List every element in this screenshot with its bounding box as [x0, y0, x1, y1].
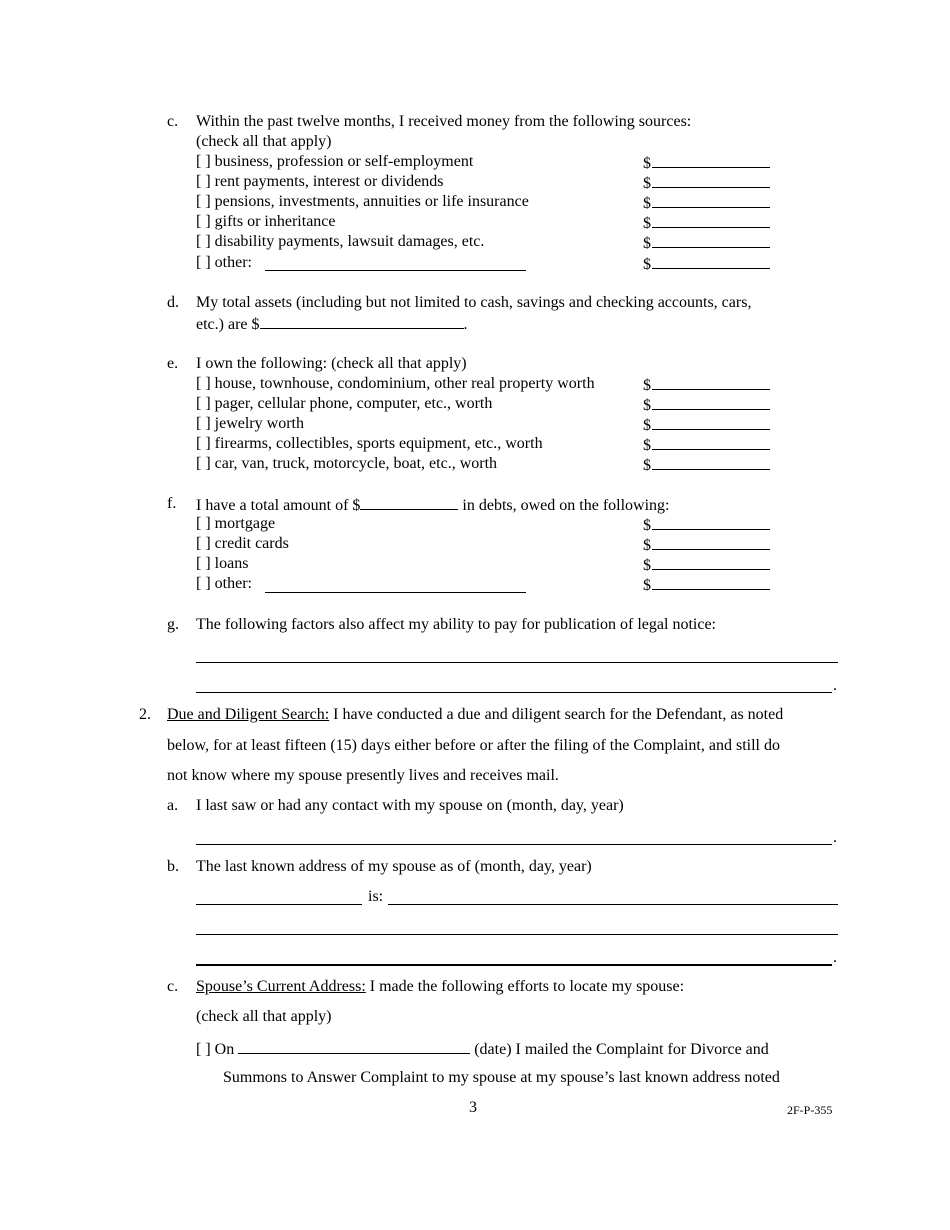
dollar-sign: $ — [643, 437, 651, 454]
last-known-address-field[interactable] — [388, 904, 838, 905]
amount-field[interactable] — [643, 232, 770, 254]
total-debts-field[interactable] — [360, 494, 458, 510]
section-2b-text: The last known address of my spouse as of (month, day, year) — [196, 858, 592, 875]
debt-item-credit-cards[interactable]: [ ] credit cards — [196, 535, 289, 552]
section-e-intro: I own the following: (check all that apply) — [196, 355, 467, 372]
amount-field[interactable] — [643, 574, 770, 596]
income-item-disability[interactable]: [ ] disability payments, lawsuit damages, etc. — [196, 233, 485, 250]
amount-field[interactable] — [643, 554, 770, 576]
total-debts-suffix: in debts, owed on the following: — [462, 497, 670, 514]
mailed-complaint-item[interactable] — [196, 1038, 769, 1060]
income-item-other[interactable]: [ ] other: — [196, 254, 252, 271]
amount-field[interactable] — [643, 514, 770, 536]
section-2c-letter: c. — [167, 978, 179, 995]
amount-field[interactable] — [643, 414, 770, 436]
dollar-sign: $ — [643, 457, 651, 474]
section-2-line3: not know where my spouse presently lives and receives mail. — [167, 767, 559, 784]
section-2c-line1 — [196, 977, 684, 997]
asset-item-firearms[interactable]: [ ] firearms, collectibles, sports equipment, etc., worth — [196, 435, 543, 452]
amount-field[interactable] — [643, 152, 770, 174]
amount-field[interactable] — [643, 172, 770, 194]
income-item-gifts[interactable]: [ ] gifts or inheritance — [196, 213, 336, 230]
last-contact-end-period: . — [833, 829, 837, 846]
section-c-note: (check all that apply) — [196, 133, 332, 150]
section-2c-note: (check all that apply) — [196, 1008, 332, 1025]
dollar-sign: $ — [643, 557, 651, 574]
spouse-current-address-heading: Spouse’s Current Address: — [196, 978, 366, 995]
amount-field[interactable] — [643, 394, 770, 416]
form-code: 2F-P-355 — [787, 1103, 833, 1117]
section-c-intro: Within the past twelve months, I received money from the following sources: — [196, 113, 692, 130]
asset-item-electronics[interactable]: [ ] pager, cellular phone, computer, etc., worth — [196, 395, 493, 412]
address-as-of-date-field[interactable] — [196, 904, 362, 905]
section-f-intro — [196, 494, 669, 516]
section-g-letter: g. — [167, 616, 179, 633]
section-d-letter: d. — [167, 294, 179, 311]
income-other-field[interactable] — [265, 270, 526, 271]
dollar-sign: $ — [643, 577, 651, 594]
dollar-sign: $ — [643, 256, 651, 273]
dollar-sign: $ — [643, 397, 651, 414]
section-2-line1 — [167, 705, 783, 725]
section-d-line1: My total assets (including but not limited to cash, savings and checking accounts, cars, — [196, 294, 752, 311]
amount-field[interactable] — [643, 253, 770, 275]
section-2a-text: I last saw or had any contact with my spouse on (month, day, year) — [196, 797, 624, 814]
page-number: 3 — [469, 1099, 477, 1116]
income-item-rent[interactable]: [ ] rent payments, interest or dividends — [196, 173, 444, 190]
mailed-complaint-checkbox[interactable]: [ ] On — [196, 1041, 235, 1058]
dollar-sign: $ — [643, 195, 651, 212]
section-c-letter: c. — [167, 113, 179, 130]
income-item-pensions[interactable]: [ ] pensions, investments, annuities or life insurance — [196, 193, 529, 210]
last-contact-date-field[interactable] — [196, 844, 832, 845]
amount-field[interactable] — [643, 534, 770, 556]
debt-other-field[interactable] — [265, 592, 526, 593]
last-known-address-field[interactable] — [196, 964, 832, 966]
amount-field[interactable] — [643, 192, 770, 214]
dollar-sign: $ — [643, 175, 651, 192]
dollar-sign: $ — [643, 155, 651, 172]
mailed-date-field[interactable] — [238, 1038, 470, 1054]
dollar-sign: $ — [643, 377, 651, 394]
dollar-sign: $ — [643, 537, 651, 554]
factors-line[interactable] — [196, 692, 832, 693]
section-2a-letter: a. — [167, 797, 179, 814]
dollar-sign: $ — [643, 417, 651, 434]
address-is-label: is: — [368, 888, 384, 905]
section-f-letter: f. — [167, 495, 177, 512]
amount-field[interactable] — [643, 454, 770, 476]
income-item-business[interactable]: [ ] business, profession or self-employment — [196, 153, 474, 170]
debt-item-mortgage[interactable]: [ ] mortgage — [196, 515, 276, 532]
address-end-period: . — [833, 949, 837, 966]
section-g-text: The following factors also affect my ability to pay for publication of legal notice: — [196, 616, 716, 633]
factors-line[interactable] — [196, 662, 838, 663]
asset-item-jewelry[interactable]: [ ] jewelry worth — [196, 415, 304, 432]
total-debts-prefix: I have a total amount of $ — [196, 497, 361, 514]
debt-item-other[interactable]: [ ] other: — [196, 575, 252, 592]
amount-field[interactable] — [643, 374, 770, 396]
last-known-address-field[interactable] — [196, 934, 838, 935]
section-2-number: 2. — [139, 706, 151, 723]
section-d-line2 — [196, 313, 468, 335]
total-assets-prefix: etc.) are $ — [196, 316, 260, 333]
asset-item-house[interactable]: [ ] house, townhouse, condominium, other real property worth — [196, 375, 595, 392]
section-2c-text-rest: I made the following efforts to locate my spouse: — [369, 978, 685, 995]
dollar-sign: $ — [643, 235, 651, 252]
section-2-line1-rest: I have conducted a due and diligent search for the Defendant, as noted — [333, 706, 784, 723]
mailed-complaint-line2: Summons to Answer Complaint to my spouse at my spouse’s last known address noted — [223, 1069, 780, 1086]
total-assets-field[interactable] — [260, 313, 464, 329]
section-2-line2: below, for at least fifteen (15) days either before or after the filing of the Complaint, and still do — [167, 737, 780, 754]
dollar-sign: $ — [643, 517, 651, 534]
dollar-sign: $ — [643, 215, 651, 232]
asset-item-vehicles[interactable]: [ ] car, van, truck, motorcycle, boat, etc., worth — [196, 455, 498, 472]
total-assets-suffix: . — [463, 316, 468, 333]
section-e-letter: e. — [167, 355, 179, 372]
mailed-complaint-text: (date) I mailed the Complaint for Divorce and — [474, 1041, 769, 1058]
debt-item-loans[interactable]: [ ] loans — [196, 555, 249, 572]
factors-end-period: . — [833, 677, 837, 694]
amount-field[interactable] — [643, 434, 770, 456]
amount-field[interactable] — [643, 212, 770, 234]
due-diligent-heading: Due and Diligent Search: — [167, 706, 330, 723]
section-2b-letter: b. — [167, 858, 179, 875]
